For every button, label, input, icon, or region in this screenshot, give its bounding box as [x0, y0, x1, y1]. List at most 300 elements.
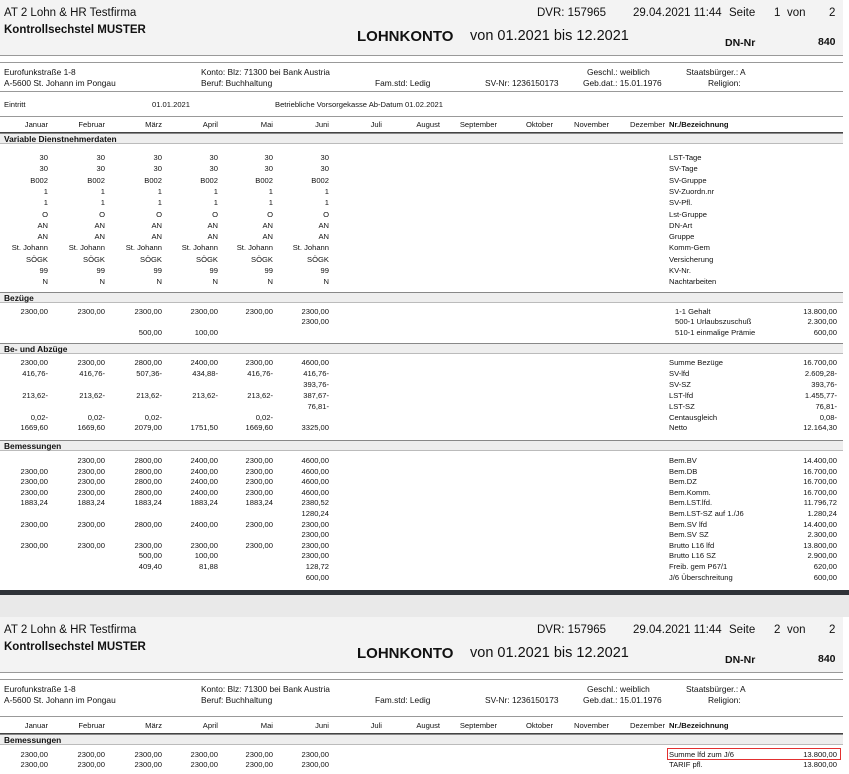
table-cell: O	[156, 209, 162, 219]
table-cell: 30	[320, 164, 329, 174]
table-cell: St. Johann	[181, 243, 218, 253]
table-cell: 1	[324, 186, 329, 196]
row-total: 16.700,00	[803, 466, 837, 476]
row-total: 393,76-	[811, 379, 837, 389]
table-cell: 387,67-	[303, 390, 329, 400]
employee-city: A-5600 St. Johann im Pongau	[4, 78, 116, 88]
table-cell: 2300,00	[301, 307, 329, 316]
employee-citizenship: Staatsbürger.: A	[686, 684, 746, 694]
table-cell: 99	[264, 266, 273, 275]
table-cell: 1	[213, 198, 218, 208]
table-cell: 99	[96, 266, 105, 275]
table-cell: 1669,60	[77, 423, 105, 433]
row-total: 2.300,00	[807, 317, 837, 327]
row-total: 600,00	[813, 572, 837, 582]
month-header-11: November	[573, 120, 609, 129]
table-cell: 1	[268, 198, 273, 208]
table-cell: 2300,00	[20, 487, 48, 497]
table-cell: AN	[94, 232, 105, 242]
employee-famstd: Fam.std: Ledig	[375, 695, 431, 705]
table-cell: 2300,00	[134, 307, 162, 316]
row-label: Summe Bezüge	[669, 358, 724, 367]
employee-citizenship: Staatsbürger.: A	[686, 67, 746, 77]
table-cell: 1883,24	[134, 498, 162, 508]
table-cell: 2800,00	[134, 466, 162, 476]
section-title-variable: Variable Dienstnehmerdaten	[4, 134, 117, 144]
table-cell: AN	[151, 232, 162, 242]
month-header-5: Mai	[260, 120, 273, 129]
table-cell: AN	[207, 220, 218, 230]
divider	[0, 116, 843, 117]
table-cell: 2300,00	[77, 466, 105, 476]
table-cell: AN	[318, 232, 329, 242]
nr-bezeichnung-header: Nr./Bezeichnung	[669, 120, 729, 129]
table-cell: 2300,00	[77, 456, 105, 465]
row-total: 1.455,77-	[804, 390, 837, 400]
row-total: 12.164,30	[803, 423, 837, 433]
table-cell: 30	[209, 153, 218, 162]
highlight-box	[667, 748, 841, 760]
table-cell: 2300,00	[301, 519, 329, 529]
table-cell: 2300,00	[190, 760, 218, 770]
table-cell: O	[212, 209, 218, 219]
company-name: AT 2 Lohn & HR Testfirma	[4, 7, 137, 19]
row-total: 13.800,00	[803, 750, 837, 759]
table-cell: 1	[268, 186, 273, 196]
report-period: von 01.2021 bis 12.2021	[470, 645, 629, 661]
table-cell: 76,81-	[307, 401, 329, 411]
table-cell: 100,00	[194, 327, 218, 337]
row-total: 13.800,00	[803, 307, 837, 316]
table-cell: SÖGK	[251, 254, 273, 264]
table-cell: 1280,24	[301, 509, 329, 518]
table-cell: 600,00	[305, 572, 329, 582]
table-cell: AN	[94, 220, 105, 230]
table-cell: 30	[96, 164, 105, 174]
employee-konto: Konto: Blz: 71300 bei Bank Austria	[201, 684, 330, 694]
page-label: Seite	[729, 7, 756, 19]
section-bar	[0, 292, 843, 303]
month-header-2: Februar	[78, 120, 105, 129]
table-cell: N	[212, 277, 218, 287]
row-label: SV-lfd	[669, 368, 690, 378]
table-cell: SÖGK	[83, 254, 105, 264]
table-cell: 1	[157, 198, 162, 208]
table-cell: 30	[153, 153, 162, 162]
table-cell: 213,62-	[136, 390, 162, 400]
table-cell: 2400,00	[190, 519, 218, 529]
table-cell: 100,00	[194, 551, 218, 561]
nr-bezeichnung-header: Nr./Bezeichnung	[669, 721, 729, 730]
table-cell: 2300,00	[20, 760, 48, 770]
table-cell: AN	[37, 220, 48, 230]
month-header-10: Oktober	[525, 120, 553, 129]
table-cell: 2300,00	[301, 540, 329, 550]
table-cell: 2800,00	[134, 456, 162, 465]
table-cell: 2300,00	[20, 466, 48, 476]
row-label: Versicherung	[669, 254, 714, 264]
row-label: SV-Gruppe	[669, 175, 707, 185]
section-bar	[0, 343, 843, 354]
table-cell: St. Johann	[68, 243, 105, 253]
table-cell: 2300,00	[134, 540, 162, 550]
payroll-page-2	[0, 617, 843, 774]
table-cell: St. Johann	[125, 243, 162, 253]
table-cell: 1	[213, 186, 218, 196]
month-header-4: April	[202, 721, 218, 730]
table-cell: 2300,00	[245, 307, 273, 316]
table-cell: 2300,00	[134, 750, 162, 759]
table-cell: B002	[144, 175, 162, 185]
table-cell: 434,88-	[192, 368, 218, 378]
table-cell: 2300,00	[245, 519, 273, 529]
table-cell: 4600,00	[301, 477, 329, 487]
table-cell: 213,62-	[22, 390, 48, 400]
table-cell: 1669,60	[245, 423, 273, 433]
table-cell: 1	[43, 186, 48, 196]
table-cell: 2300,00	[245, 456, 273, 465]
table-cell: SÖGK	[26, 254, 48, 264]
page-number: 1	[774, 7, 781, 19]
page-separator	[0, 590, 849, 617]
table-cell: 2300,00	[20, 750, 48, 759]
row-label: Bem.DZ	[669, 477, 697, 487]
month-header-2: Februar	[78, 721, 105, 730]
row-total: 16.700,00	[803, 358, 837, 367]
page-label: Seite	[729, 624, 756, 636]
table-cell: 2400,00	[190, 466, 218, 476]
table-cell: AN	[151, 220, 162, 230]
table-cell: AN	[262, 220, 273, 230]
row-label: 1-1 Gehalt	[675, 307, 711, 316]
table-cell: 2300,00	[301, 760, 329, 770]
table-cell: B002	[255, 175, 273, 185]
month-header-3: März	[145, 721, 162, 730]
table-cell: 2300,00	[77, 477, 105, 487]
table-cell: 1883,24	[245, 498, 273, 508]
employee-gender: Geschl.: weiblich	[587, 67, 650, 77]
table-cell: AN	[262, 232, 273, 242]
row-total: 11.796,72	[803, 498, 837, 508]
table-cell: 0,02-	[255, 412, 273, 422]
row-label: Gruppe	[669, 232, 695, 242]
table-cell: 1	[100, 186, 105, 196]
print-datetime: 29.04.2021 11:44	[633, 624, 722, 636]
month-column-header	[0, 120, 843, 132]
table-cell: 416,76-	[79, 368, 105, 378]
row-label: Brutto L16 SZ	[669, 551, 716, 561]
table-cell: 416,76-	[22, 368, 48, 378]
table-cell: 99	[153, 266, 162, 275]
table-cell: 2300,00	[245, 760, 273, 770]
row-total: 600,00	[813, 327, 837, 337]
row-label: LST-lfd	[669, 390, 694, 400]
table-cell: 2300,00	[190, 307, 218, 316]
table-cell: 2300,00	[301, 317, 329, 327]
dvr-number: DVR: 157965	[537, 624, 607, 636]
table-cell: St. Johann	[236, 243, 273, 253]
table-cell: 2300,00	[20, 358, 48, 367]
table-cell: 2400,00	[190, 358, 218, 367]
table-cell: 500,00	[138, 327, 162, 337]
month-header-6: Juni	[315, 120, 329, 129]
table-cell: 416,76-	[303, 368, 329, 378]
table-cell: 0,02-	[144, 412, 162, 422]
report-title: LOHNKONTO	[357, 645, 454, 662]
table-cell: 2400,00	[190, 456, 218, 465]
row-total: 2.300,00	[807, 530, 837, 540]
employee-street: Eurofunkstraße 1-8	[4, 67, 76, 77]
table-cell: 2300,00	[77, 307, 105, 316]
table-cell: 2300,00	[20, 519, 48, 529]
row-label: 500-1 Urlaubszuschuß	[675, 317, 752, 327]
row-label: Freib. gem P67/1	[669, 562, 728, 571]
row-total: 0,08-	[819, 412, 837, 422]
table-cell: 2300,00	[20, 307, 48, 316]
section-bar	[0, 133, 843, 144]
dn-label: DN-Nr	[725, 37, 756, 49]
table-cell: AN	[207, 232, 218, 242]
table-cell: 213,62-	[192, 390, 218, 400]
row-label: Brutto L16 lfd	[669, 540, 715, 550]
table-cell: 2300,00	[245, 750, 273, 759]
table-cell: 2800,00	[134, 477, 162, 487]
table-cell: 213,62-	[247, 390, 273, 400]
table-cell: B002	[87, 175, 105, 185]
month-header-9: September	[459, 721, 497, 730]
employee-famstd: Fam.std: Ledig	[375, 78, 431, 88]
row-total: 16.700,00	[803, 487, 837, 497]
table-cell: 409,40	[138, 562, 162, 571]
table-cell: O	[323, 209, 329, 219]
table-cell: N	[267, 277, 273, 287]
row-total: 16.700,00	[803, 477, 837, 487]
row-total: 76,81-	[815, 401, 837, 411]
table-cell: 3325,00	[301, 423, 329, 433]
table-cell: 1751,50	[190, 423, 218, 433]
table-cell: 393,76-	[303, 379, 329, 389]
table-cell: N	[156, 277, 162, 287]
employee-gender: Geschl.: weiblich	[587, 684, 650, 694]
row-label: SV-Zuordn.nr	[669, 186, 715, 196]
table-cell: 2300,00	[301, 750, 329, 759]
row-label: LST-Tage	[669, 153, 702, 162]
table-cell: N	[42, 277, 48, 287]
month-header-8: August	[416, 120, 440, 129]
table-cell: 30	[264, 164, 273, 174]
divider	[0, 91, 843, 92]
table-cell: 2300,00	[77, 750, 105, 759]
row-total: 1.280,24	[807, 509, 837, 518]
table-cell: B002	[311, 175, 329, 185]
row-label: Bem.SV SZ	[669, 530, 709, 540]
month-header-11: November	[573, 721, 609, 730]
table-cell: 0,02-	[87, 412, 105, 422]
divider	[0, 62, 843, 63]
row-label: Netto	[669, 423, 688, 433]
table-cell: AN	[318, 220, 329, 230]
table-cell: SÖGK	[307, 254, 329, 264]
table-cell: 2300,00	[20, 477, 48, 487]
row-label: Nachtarbeiten	[669, 277, 717, 287]
vorsorge-info: Betriebliche Vorsorgekasse Ab-Datum 01.02.2021	[275, 100, 444, 109]
month-header-4: April	[202, 120, 218, 129]
dn-value: 840	[818, 653, 836, 665]
table-cell: 1669,60	[20, 423, 48, 433]
table-cell: 30	[96, 153, 105, 162]
report-period: von 01.2021 bis 12.2021	[470, 28, 629, 44]
row-label: KV-Nr.	[669, 266, 691, 275]
employee-konto: Konto: Blz: 71300 bei Bank Austria	[201, 67, 330, 77]
employee-beruf: Beruf: Buchhaltung	[201, 695, 273, 705]
row-label: Bem.DB	[669, 466, 698, 476]
table-cell: 507,36-	[136, 368, 162, 378]
table-cell: O	[42, 209, 48, 219]
row-label: TARIF pfl.	[669, 760, 703, 770]
page-of-label: von	[787, 7, 806, 19]
table-cell: 30	[39, 153, 48, 162]
row-label: SV-Pfl.	[669, 198, 693, 208]
month-column-header	[0, 721, 843, 733]
row-label: LST-SZ	[669, 401, 695, 411]
section-title-bemessungen: Bemessungen	[4, 735, 62, 745]
month-header-12: Dezember	[629, 120, 665, 129]
report-subtitle: Kontrollsechstel MUSTER	[4, 641, 146, 653]
table-cell: N	[323, 277, 329, 287]
table-cell: 2300,00	[190, 540, 218, 550]
table-cell: 416,76-	[247, 368, 273, 378]
table-cell: 2300,00	[301, 551, 329, 561]
table-cell: 4600,00	[301, 358, 329, 367]
table-cell: 2300,00	[245, 358, 273, 367]
page-total: 2	[829, 624, 836, 636]
row-total: 2.900,00	[807, 551, 837, 561]
employee-street: Eurofunkstraße 1-8	[4, 684, 76, 694]
table-cell: 2800,00	[134, 519, 162, 529]
row-label: 510-1 einmalige Prämie	[675, 327, 756, 337]
dn-label: DN-Nr	[725, 654, 756, 666]
table-cell: 30	[153, 164, 162, 174]
table-cell: 1	[100, 198, 105, 208]
table-cell: 81,88	[198, 562, 218, 571]
row-label: Centausgleich	[669, 412, 718, 422]
table-cell: 0,02-	[30, 412, 48, 422]
table-cell: 2300,00	[245, 466, 273, 476]
month-header-12: Dezember	[629, 721, 665, 730]
table-cell: 2400,00	[190, 477, 218, 487]
table-cell: B002	[30, 175, 48, 185]
table-cell: St. Johann	[11, 243, 48, 253]
employee-svnr: SV-Nr: 1236150173	[485, 78, 559, 88]
table-cell: O	[99, 209, 105, 219]
table-cell: 99	[209, 266, 218, 275]
table-cell: O	[267, 209, 273, 219]
table-cell: 4600,00	[301, 466, 329, 476]
page-header	[0, 0, 843, 56]
page-header	[0, 617, 843, 673]
row-label: Bem.SV lfd	[669, 519, 707, 529]
row-label: Lst-Gruppe	[669, 209, 707, 219]
table-cell: 2300,00	[77, 519, 105, 529]
divider	[0, 679, 843, 680]
employee-birthdate: Geb.dat.: 15.01.1976	[583, 78, 662, 88]
row-total: 2.609,28-	[804, 368, 837, 378]
row-label: SV-Tage	[669, 164, 698, 174]
report-subtitle: Kontrollsechstel MUSTER	[4, 24, 146, 36]
table-cell: 30	[39, 164, 48, 174]
table-cell: 2300,00	[77, 358, 105, 367]
row-label: DN-Art	[669, 220, 693, 230]
row-label: Bem.Komm.	[669, 487, 711, 497]
table-cell: 500,00	[138, 551, 162, 561]
divider	[0, 716, 843, 717]
eintritt-label: Eintritt	[4, 100, 26, 109]
employee-religion: Religion:	[708, 695, 741, 705]
dn-value: 840	[818, 36, 836, 48]
page-total: 2	[829, 7, 836, 19]
table-cell: 128,72	[305, 562, 329, 571]
row-total: 14.400,00	[803, 519, 837, 529]
company-name: AT 2 Lohn & HR Testfirma	[4, 624, 137, 636]
table-cell: 2300,00	[77, 540, 105, 550]
table-cell: St. Johann	[292, 243, 329, 253]
section-title-abzuege: Be- und Abzüge	[4, 344, 68, 354]
page-number: 2	[774, 624, 781, 636]
month-header-5: Mai	[260, 721, 273, 730]
row-total: 13.800,00	[803, 760, 837, 770]
table-cell: 30	[209, 164, 218, 174]
employee-beruf: Beruf: Buchhaltung	[201, 78, 273, 88]
table-cell: 1883,24	[77, 498, 105, 508]
dvr-number: DVR: 157965	[537, 7, 607, 19]
row-label: Summe lfd zum J/6	[669, 750, 734, 759]
row-total: 13.800,00	[803, 540, 837, 550]
table-cell: 2300,00	[245, 487, 273, 497]
row-total: 620,00	[813, 562, 837, 571]
month-header-1: Januar	[24, 120, 48, 129]
month-header-3: März	[145, 120, 162, 129]
month-header-7: Juli	[370, 120, 382, 129]
table-cell: 2079,00	[134, 423, 162, 433]
table-cell: 1	[43, 198, 48, 208]
table-cell: 2400,00	[190, 487, 218, 497]
table-cell: 1883,24	[20, 498, 48, 508]
table-cell: 99	[39, 266, 48, 275]
month-header-9: September	[459, 120, 497, 129]
employee-religion: Religion:	[708, 78, 741, 88]
row-label: Bem.LST.lfd.	[669, 498, 713, 508]
table-cell: 2800,00	[134, 358, 162, 367]
section-bar	[0, 734, 843, 745]
table-cell: SÖGK	[140, 254, 162, 264]
table-cell: 4600,00	[301, 456, 329, 465]
section-title-bemessungen: Bemessungen	[4, 441, 62, 451]
employee-svnr: SV-Nr: 1236150173	[485, 695, 559, 705]
eintritt-date: 01.01.2021	[152, 100, 191, 109]
employee-birthdate: Geb.dat.: 15.01.1976	[583, 695, 662, 705]
month-header-1: Januar	[24, 721, 48, 730]
month-header-7: Juli	[370, 721, 382, 730]
table-cell: 30	[264, 153, 273, 162]
row-label: Bem.LST-SZ auf 1./J6	[669, 509, 744, 518]
table-cell: 2300,00	[245, 540, 273, 550]
row-label: SV-SZ	[669, 379, 691, 389]
page-of-label: von	[787, 624, 806, 636]
row-label: J/6 Überschreitung	[669, 572, 733, 582]
table-cell: 2300,00	[190, 750, 218, 759]
table-cell: 1	[324, 198, 329, 208]
table-cell: 2300,00	[301, 530, 329, 540]
